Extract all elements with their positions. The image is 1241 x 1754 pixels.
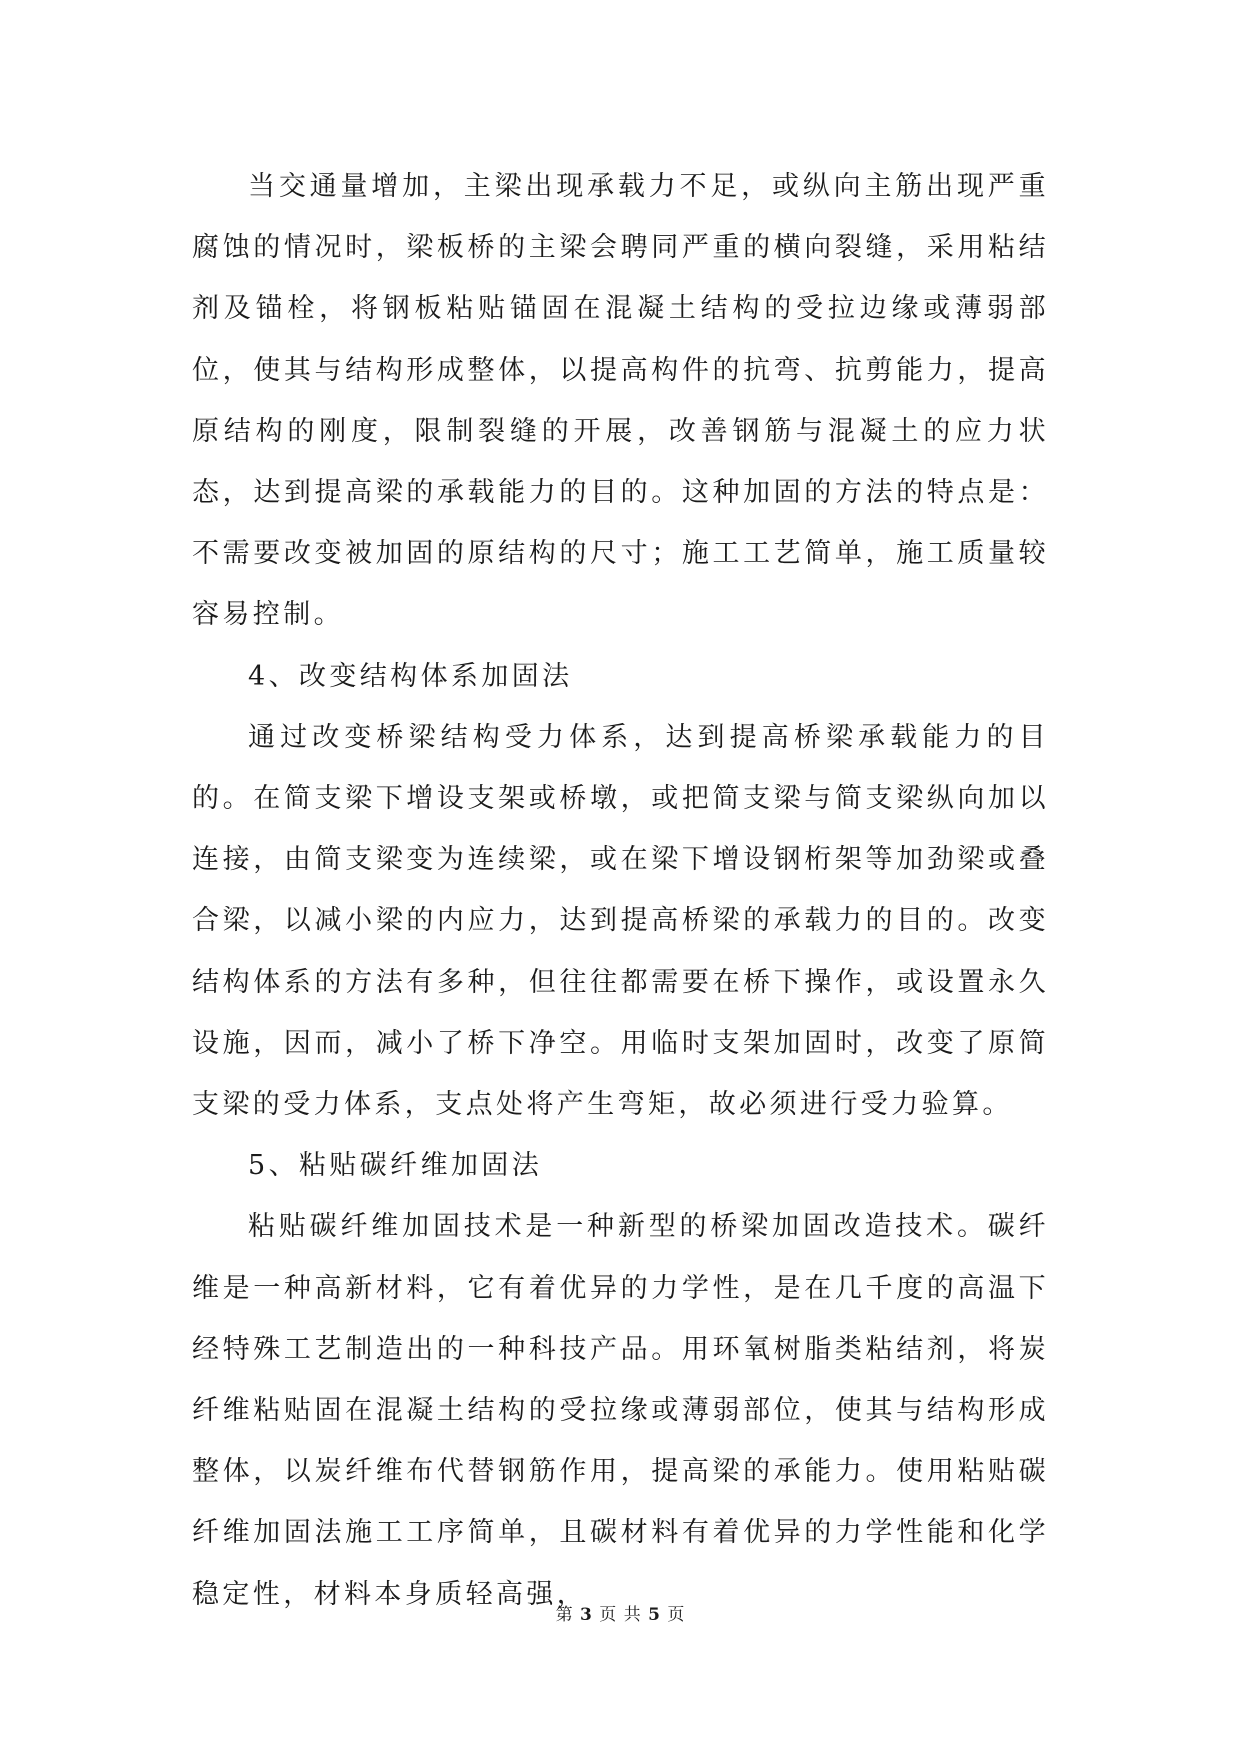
section-heading-structural-system: 4、改变结构体系加固法 [248,660,573,692]
footer-total-pages: 5 [648,1605,661,1625]
paragraph-carbon-fiber: 粘贴碳纤维加固技术是一种新型的桥梁加固改造技术。碳纤维是一种高新材料，它有着优异的力学性，是在几千度的高温下经特殊工艺制造出的一种科技产品。用环氧树脂类粘结剂，将炭纤维粘贴固在混凝土结构的受拉缘或薄弱部位，使其与结构形成整体，以炭纤维布代替钢筋作用，提高梁的承能力。使用粘贴碳纤维加固法施工工序简单，且碳材料有着优异的力学性能和化学稳定性，材料本身质轻高强， [192,1211,1049,1610]
footer-middle: 页 共 [599,1605,642,1625]
footer-prefix: 第 [555,1605,574,1625]
page-footer [0,1600,1241,1625]
paragraph-steel-plate-bonding: 当交通量增加，主梁出现承载力不足，或纵向主筋出现严重腐蚀的情况时，梁板桥的主梁会聘同严重的横向裂缝，采用粘结剂及锚栓，将钢板粘贴锚固在混凝土结构的受拉边缘或薄弱部位，使其与结构形成整体，以提高构件的抗弯、抗剪能力，提高原结构的刚度，限制裂缝的开展，改善钢筋与混凝土的应力状态，达到提高梁的承载能力的目的。这种加固的方法的特点是：不需要改变被加固的原结构的尺寸；施工工艺简单，施工质量较容易控制。 [192,171,1049,631]
footer-suffix: 页 [667,1605,686,1625]
section-heading-carbon-fiber: 5、粘贴碳纤维加固法 [248,1150,543,1182]
paragraph-structural-system: 通过改变桥梁结构受力体系，达到提高桥梁承载能力的目的。在简支梁下增设支架或桥墩，或把简支梁与简支梁纵向加以连接，由简支梁变为连续梁，或在梁下增设钢桁架等加劲梁或叠合梁，以减小梁的内应力，达到提高桥梁的承载力的目的。改变结构体系的方法有多种，但往往都需要在桥下操作，或设置永久设施，因而，减小了桥下净空。用临时支架加固时，改变了原简支梁的受力体系，支点处将产生弯矩，故必须进行受力验算。 [192,721,1049,1121]
footer-current-page: 3 [580,1605,593,1625]
document-body [192,156,1049,1625]
